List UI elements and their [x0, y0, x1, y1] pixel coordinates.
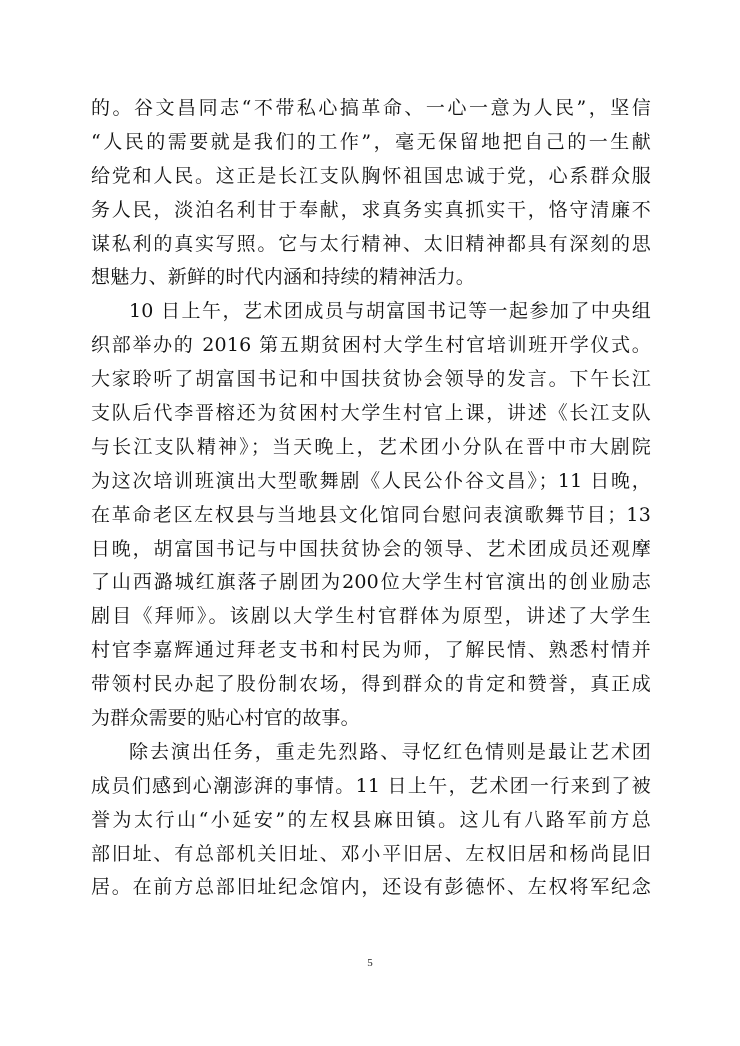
text-line: 在革命老区左权县与当地县文化馆同台慰问表演歌舞节目；13 [91, 503, 651, 526]
text-line: 想魅力、新鲜的时代内涵和持续的精神活力。 [91, 266, 476, 289]
text-line: 10 日上午，艺术团成员与胡富国书记等一起参加了中央组 [129, 300, 651, 323]
text-line: 织部举办的 2016 第五期贫困村大学生村官培训班开学仪式。 [91, 334, 651, 357]
text-line: 为这次培训班演出大型歌舞剧《人民公仆谷文昌》；11 日晚， [91, 469, 651, 492]
text-line: 部旧址、有总部机关旧址、邓小平旧居、左权旧居和杨尚昆旧 [91, 842, 651, 865]
text-line: 谋私利的真实写照。它与太行精神、太旧精神都具有深刻的思 [91, 232, 651, 255]
text-line: 大家聆听了胡富国书记和中国扶贫协会领导的发言。下午长江 [91, 368, 651, 391]
body-text [91, 92, 651, 905]
text-line: 成员们感到心潮澎湃的事情。11 日上午，艺术团一行来到了被 [91, 774, 651, 797]
text-line: 与长江支队精神》；当天晚上，艺术团小分队在晋中市大剧院 [91, 435, 651, 458]
paragraph-2 [91, 295, 651, 736]
text-line: 日晚，胡富国书记与中国扶贫协会的领导、艺术团成员还观摩 [91, 537, 651, 560]
text-line: 给党和人民。这正是长江支队胸怀祖国忠诚于党，心系群众服 [91, 164, 651, 187]
paragraph-3 [91, 736, 651, 905]
text-line: 务人民，淡泊名利甘于奉献，求真务实真抓实干，恪守清廉不 [91, 198, 651, 221]
text-line: 除去演出任务，重走先烈路、寻忆红色情则是最让艺术团 [129, 740, 651, 763]
page-number: 5 [367, 957, 373, 969]
text-line: 带领村民办起了股份制农场，得到群众的肯定和赞誉，真正成 [91, 673, 651, 696]
paragraph-1 [91, 92, 651, 295]
text-line: 的。谷文昌同志“不带私心搞革命、一心一意为人民”，坚信 [91, 97, 651, 119]
text-line: 了山西潞城红旗落子剧团为200位大学生村官演出的创业励志 [91, 571, 651, 594]
text-line: 支队后代李晋榕还为贫困村大学生村官上课，讲述《长江支队 [91, 402, 651, 425]
text-line: 剧目《拜师》。该剧以大学生村官群体为原型，讲述了大学生 [91, 605, 651, 628]
text-line: “人民的需要就是我们的工作”，毫无保留地把自己的一生献 [91, 130, 651, 153]
text-line: 为群众需要的贴心村官的故事。 [91, 707, 360, 730]
text-line: 誉为太行山“小延安”的左权县麻田镇。这儿有八路军前方总 [91, 808, 651, 831]
text-line: 居。在前方总部旧址纪念馆内，还设有彭德怀、左权将军纪念 [91, 876, 651, 899]
text-line: 村官李嘉辉通过拜老支书和村民为师，了解民情、熟悉村情并 [91, 639, 651, 662]
